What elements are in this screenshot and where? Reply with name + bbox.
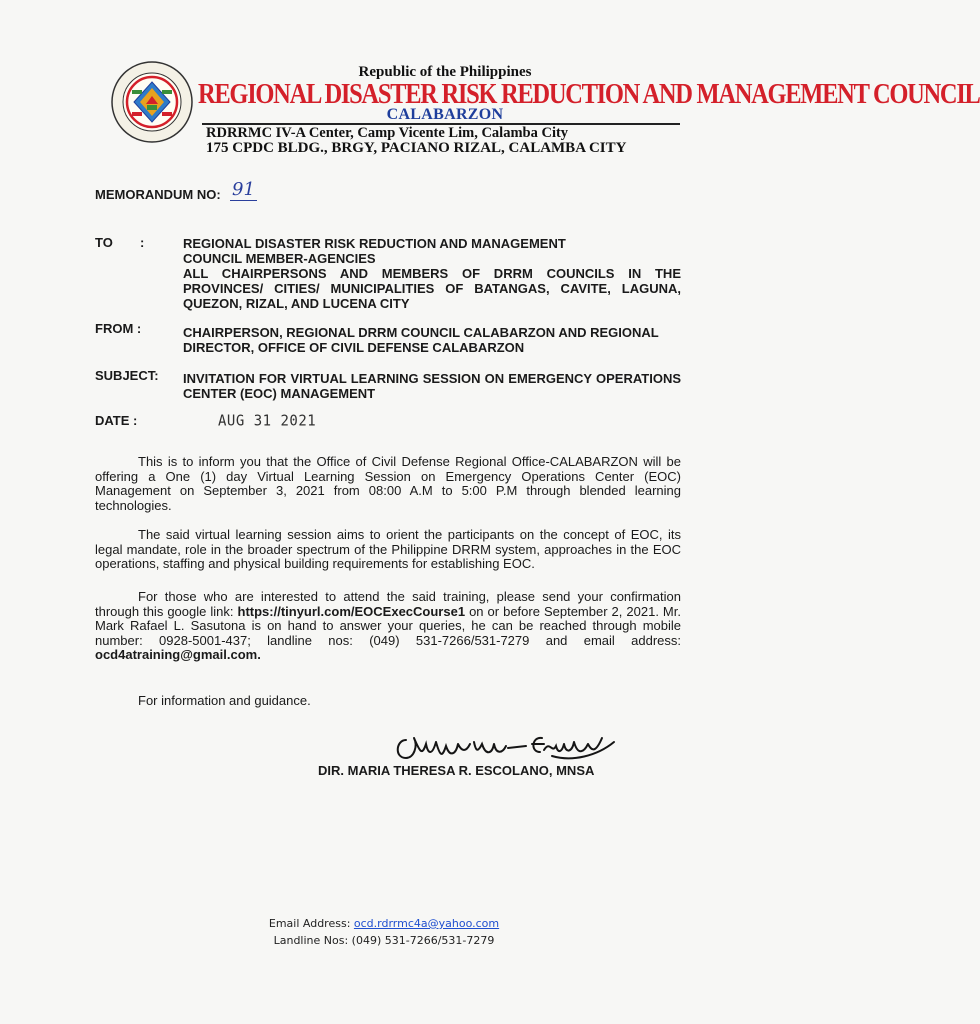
to-recipients bbox=[183, 236, 681, 311]
footer-email-link[interactable]: ocd.rdrrmc4a@yahoo.com bbox=[353, 917, 500, 930]
closing-line: For information and guidance. bbox=[138, 693, 311, 708]
footer-contact bbox=[234, 915, 534, 949]
signatory-name: DIR. MARIA THERESA R. ESCOLANO, MNSA bbox=[318, 763, 595, 778]
registration-link[interactable]: https://tinyurl.com/EOCExecCourse1 bbox=[237, 603, 466, 619]
council-name-heading: REGIONAL DISASTER RISK REDUCTION AND MANAGEMENT COUNCIL bbox=[198, 78, 980, 110]
to-line-3: ALL CHAIRPERSONS AND MEMBERS OF DRRM COUNCILS IN THE PROVINCES/ CITIES/ MUNICIPALITIES OF BATANGAS, CAVITE, LAGUNA, QUEZON, RIZAL, AND LUCENA CITY bbox=[183, 266, 681, 311]
to-line-2: COUNCIL MEMBER-AGENCIES bbox=[183, 251, 376, 266]
rdrrmc-seal-logo bbox=[110, 60, 194, 144]
p3-text-a: For those who are interested to attend the said training, please send your confirmation through this google link: bbox=[95, 589, 681, 619]
body-paragraph-1: This is to inform you that the Office of Civil Defense Regional Office-CALABARZON will be offering a One (1) day Virtual Learning Session on Emergency Operations Center (EOC) Management on September 3, 2021 from 08:00 A.M to 5:00 P.M through blended learning technologies. bbox=[95, 454, 681, 513]
republic-heading: Republic of the Philippines bbox=[358, 64, 532, 80]
from-text: CHAIRPERSON, REGIONAL DRRM COUNCIL CALABARZON AND REGIONAL DIRECTOR, OFFICE OF CIVIL DEFENSE CALABARZON bbox=[183, 325, 659, 355]
body-paragraph-2: The said virtual learning session aims to orient the participants on the concept of EOC, its legal mandate, role in the broader spectrum of the Philippine DRRM system, approaches in the EOC operations, staffing and physical building requirements for establishing EOC. bbox=[95, 527, 681, 571]
date-label: DATE : bbox=[95, 413, 138, 428]
contact-email[interactable]: ocd4atraining@gmail.com. bbox=[95, 647, 261, 662]
subject-text: INVITATION FOR VIRTUAL LEARNING SESSION ON EMERGENCY OPERATIONS CENTER (EOC) MANAGEMENT bbox=[183, 371, 681, 401]
footer-email-line bbox=[234, 915, 534, 932]
body-paragraph-3 bbox=[95, 590, 681, 663]
footer-email-label: Email Address: bbox=[268, 917, 354, 930]
letterhead-address-line1: RDRRMC IV-A Center, Camp Vicente Lim, Calamba City bbox=[206, 125, 569, 141]
date-stamp: AUG 31 2021 bbox=[218, 412, 317, 430]
letterhead-address-line2: 175 CPDC BLDG., BRGY, PACIANO RIZAL, CALAMBA CITY bbox=[206, 140, 627, 156]
p3-text-b: on or before September 2, 2021. Mr. Mark Rafael L. Sasutona is on hand to answer your queries, he can be reached through mobile number: 0928-5001-437; landline nos: (049) 531-7266/531-7279 and email address: bbox=[95, 603, 681, 648]
memo-number-value: 91 bbox=[232, 179, 255, 200]
footer-landline: Landline Nos: (049) 531-7266/531-7279 bbox=[273, 934, 495, 947]
to-label: TO bbox=[95, 235, 113, 250]
to-line-1: REGIONAL DISASTER RISK REDUCTION AND MANAGEMENT bbox=[183, 236, 566, 251]
subject-label: SUBJECT: bbox=[95, 368, 159, 383]
from-label: FROM : bbox=[95, 321, 142, 336]
to-colon: : bbox=[140, 235, 145, 250]
region-heading: CALABARZON bbox=[386, 106, 504, 123]
memo-number-label: MEMORANDUM NO: bbox=[95, 187, 221, 202]
